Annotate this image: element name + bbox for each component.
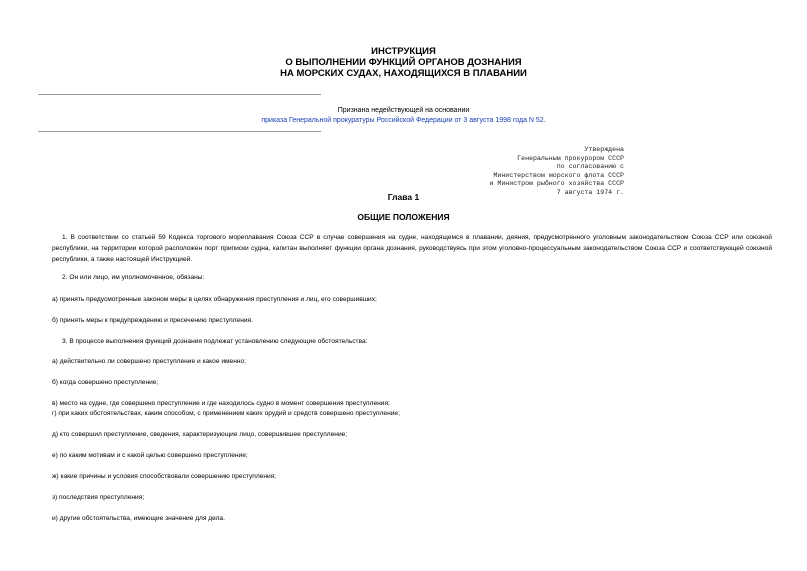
paragraph-3f: е) по каким мотивам и с какой целью совершено преступление; <box>52 452 248 459</box>
approval-line-5: и Министром рыбного хозяйства СССР <box>489 180 624 187</box>
bottom-divider <box>38 131 321 132</box>
top-divider <box>38 94 321 95</box>
section-heading: ОБЩИЕ ПОЛОЖЕНИЯ <box>357 212 450 222</box>
approval-line-4: Министерством морского флота СССР <box>493 171 624 179</box>
paragraph-3c: в) место на судне, где совершено преступление и где находилось судно в момент совершения преступления; <box>52 400 390 407</box>
chapter-heading: Глава 1 <box>387 192 420 202</box>
paragraph-3i: и) другие обстоятельства, имеющие значение для дела. <box>52 515 225 522</box>
paragraph-3a: а) действительно ли совершено преступление и какое именно; <box>52 358 246 365</box>
invalidation-order-link[interactable]: приказа Генеральной прокуратуры Российской Федерации от 3 августа 1998 года N 52. <box>261 117 546 124</box>
paragraph-3h: з) последствия преступления; <box>52 494 145 501</box>
paragraph-2a: а) принять предусмотренные законом меры в целях обнаружения преступления и лиц, его совершивших; <box>52 296 377 303</box>
paragraph-3g: ж) какие причины и условия способствовали совершению преступления; <box>52 473 277 480</box>
document-title-line-1: ИНСТРУКЦИЯ <box>371 46 436 57</box>
approval-line-3: по согласованию с <box>556 163 624 170</box>
document-title-line-3: НА МОРСКИХ СУДАХ, НАХОДЯЩИХСЯ В ПЛАВАНИИ <box>280 68 527 79</box>
approval-line-1: Утверждена <box>584 146 624 153</box>
paragraph-3: 3. В процессе выполнения функций дознания подлежат установлению следующие обстоятельства: <box>62 338 368 345</box>
invalidation-notice: Признана недействующей на основании <box>337 107 470 114</box>
invalidation-order-link-row <box>0 116 807 125</box>
paragraph-3e: д) кто совершил преступление, сведения, характеризующие лицо, совершившее преступление; <box>52 431 348 438</box>
document-title-line-2: О ВЫПОЛНЕНИИ ФУНКЦИЙ ОРГАНОВ ДОЗНАНИЯ <box>285 57 522 68</box>
paragraph-3d: г) при каких обстоятельствах, каким способом, с применением каких орудий и средств совершено преступление; <box>52 410 400 417</box>
paragraph-2b: б) принять меры к предупреждению и пресечению преступления. <box>52 317 253 324</box>
paragraph-1: 1. В соответствии со статьей 59 Кодекса торгового мореплавания Союза ССР в случае совершения на судне, находящемся в плавании, деяния, предусмотренного уголовным законодательством Союза ССР или союзной республики, на территории которой расположен порт приписки судна, капитан выполняет функции органа дознания, руководствуясь при этом уголовно-процессуальным законодательством Союза ССР и соответствующей союзной республики, а также настоящей Инструкцией. <box>52 234 772 263</box>
approval-line-2: Генеральным прокурором СССР <box>517 154 624 162</box>
paragraph-3b: б) когда совершено преступление; <box>52 379 159 386</box>
approval-line-6: 7 августа 1974 г. <box>556 188 624 196</box>
paragraph-2: 2. Он или лицо, им уполномоченное, обязаны: <box>62 274 205 281</box>
